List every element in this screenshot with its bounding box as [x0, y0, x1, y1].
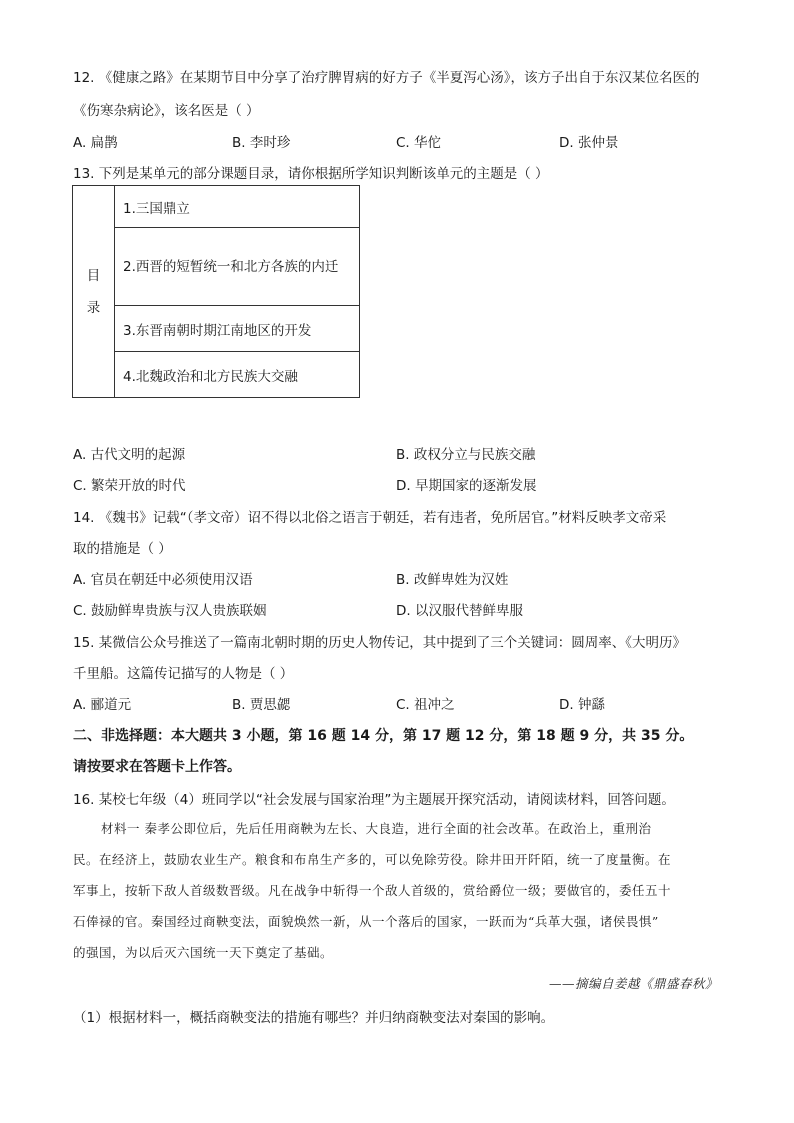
table-of-contents: [72, 185, 360, 398]
toc-item-1: 1.三国鼎立: [123, 200, 190, 217]
q14-stem-line2: 取的措施是（ ）: [73, 541, 172, 557]
section-2-heading: 二、非选择题：本大题共 3 小题，第 16 题 14 分，第 17 题 12 分，第 18 题 9 分，共 35 分。: [73, 728, 694, 744]
q14-option-d: D. 以汉服代替鲜卑服: [396, 603, 523, 619]
q12-option-b: B. 李时珍: [232, 135, 291, 151]
q13-option-d: D. 早期国家的逐渐发展: [396, 478, 537, 494]
toc-item: [115, 352, 360, 398]
q15-option-b: B. 贾思勰: [232, 697, 291, 713]
toc-heading-char-1: 目: [86, 267, 101, 284]
q14-option-c: C. 鼓励鲜卑贵族与汉人贵族联姻: [73, 603, 267, 619]
q12-stem-line1: 12. 《健康之路》在某期节目中分享了治疗脾胃病的好方子《半夏泻心汤》，该方子出自于东汉某位名医的: [73, 70, 700, 86]
q12-option-c: C. 华佗: [396, 135, 442, 151]
q15-stem-line2: 千里船。这篇传记描写的人物是（ ）: [73, 666, 294, 682]
toc-item: [115, 306, 360, 352]
toc-item: [115, 228, 360, 306]
q15-option-c: C. 祖冲之: [396, 697, 455, 713]
q12-option-d: D. 张仲景: [559, 135, 619, 151]
material-line-5: 的强国，为以后灭六国统一天下奠定了基础。: [73, 945, 334, 960]
material-line-3: 军事上，按斩下敌人首级数晋级。凡在战争中斩得一个敌人首级的，赏给爵位一级；要做官的，委任五十: [73, 883, 672, 898]
q13-option-b: B. 政权分立与民族交融: [396, 447, 536, 463]
toc-item: [115, 186, 360, 228]
q12-option-a: A. 扁鹊: [73, 135, 118, 151]
toc-item-3: 3.东晋南朝时期江南地区的开发: [123, 322, 312, 339]
q14-option-a: A. 官员在朝廷中必须使用汉语: [73, 572, 253, 588]
toc-item-2: 2.西晋的短暂统一和北方各族的内迁: [123, 258, 339, 275]
material-line-2: 民。在经济上，鼓励农业生产。粮食和布帛生产多的，可以免除劳役。除井田开阡陌，统一了度量衡。在: [73, 852, 672, 867]
q14-stem-line1: 14. 《魏书》记载“（孝文帝）诏不得以北俗之语言于朝廷，若有违者，免所居官。”材料反映孝文帝采: [73, 510, 667, 526]
q14-option-b: B. 改鲜卑姓为汉姓: [396, 572, 509, 588]
toc-heading: [73, 186, 115, 398]
q15-option-d: D. 钟繇: [559, 697, 605, 713]
material-line-4: 石俸禄的官。秦国经过商鞅变法，面貌焕然一新，从一个落后的国家，一跃而为“兵革大强，诸侯畏惧”: [73, 914, 659, 929]
q16-sub-question-1: （1）根据材料一，概括商鞅变法的措施有哪些？并归纳商鞅变法对秦国的影响。: [73, 1010, 555, 1026]
section-2-instruction: 请按要求在答题卡上作答。: [73, 759, 241, 775]
q15-option-a: A. 郦道元: [73, 697, 132, 713]
material-source: ——摘编自姜越《鼎盛春秋》: [548, 976, 718, 991]
q16-stem: 16. 某校七年级（4）班同学以“社会发展与国家治理”为主题展开探究活动，请阅读材料，回答问题。: [73, 792, 675, 808]
q13-option-a: A. 古代文明的起源: [73, 447, 186, 463]
q15-stem-line1: 15. 某微信公众号推送了一篇南北朝时期的历史人物传记，其中提到了三个关键词：圆周率、《大明历》: [73, 635, 687, 651]
material-line-1: 材料一 秦孝公即位后，先后任用商鞅为左长、大良造，进行全面的社会改革。在政治上，重刑治: [101, 821, 652, 836]
toc-heading-char-2: 录: [86, 299, 101, 316]
q12-stem-line2: 《伤寒杂病论》，该名医是（ ）: [73, 103, 260, 119]
q13-option-c: C. 繁荣开放的时代: [73, 478, 186, 494]
toc-item-4: 4.北魏政治和北方民族大交融: [123, 368, 298, 385]
q13-stem: 13. 下列是某单元的部分课题目录，请你根据所学知识判断该单元的主题是（ ）: [73, 166, 549, 182]
